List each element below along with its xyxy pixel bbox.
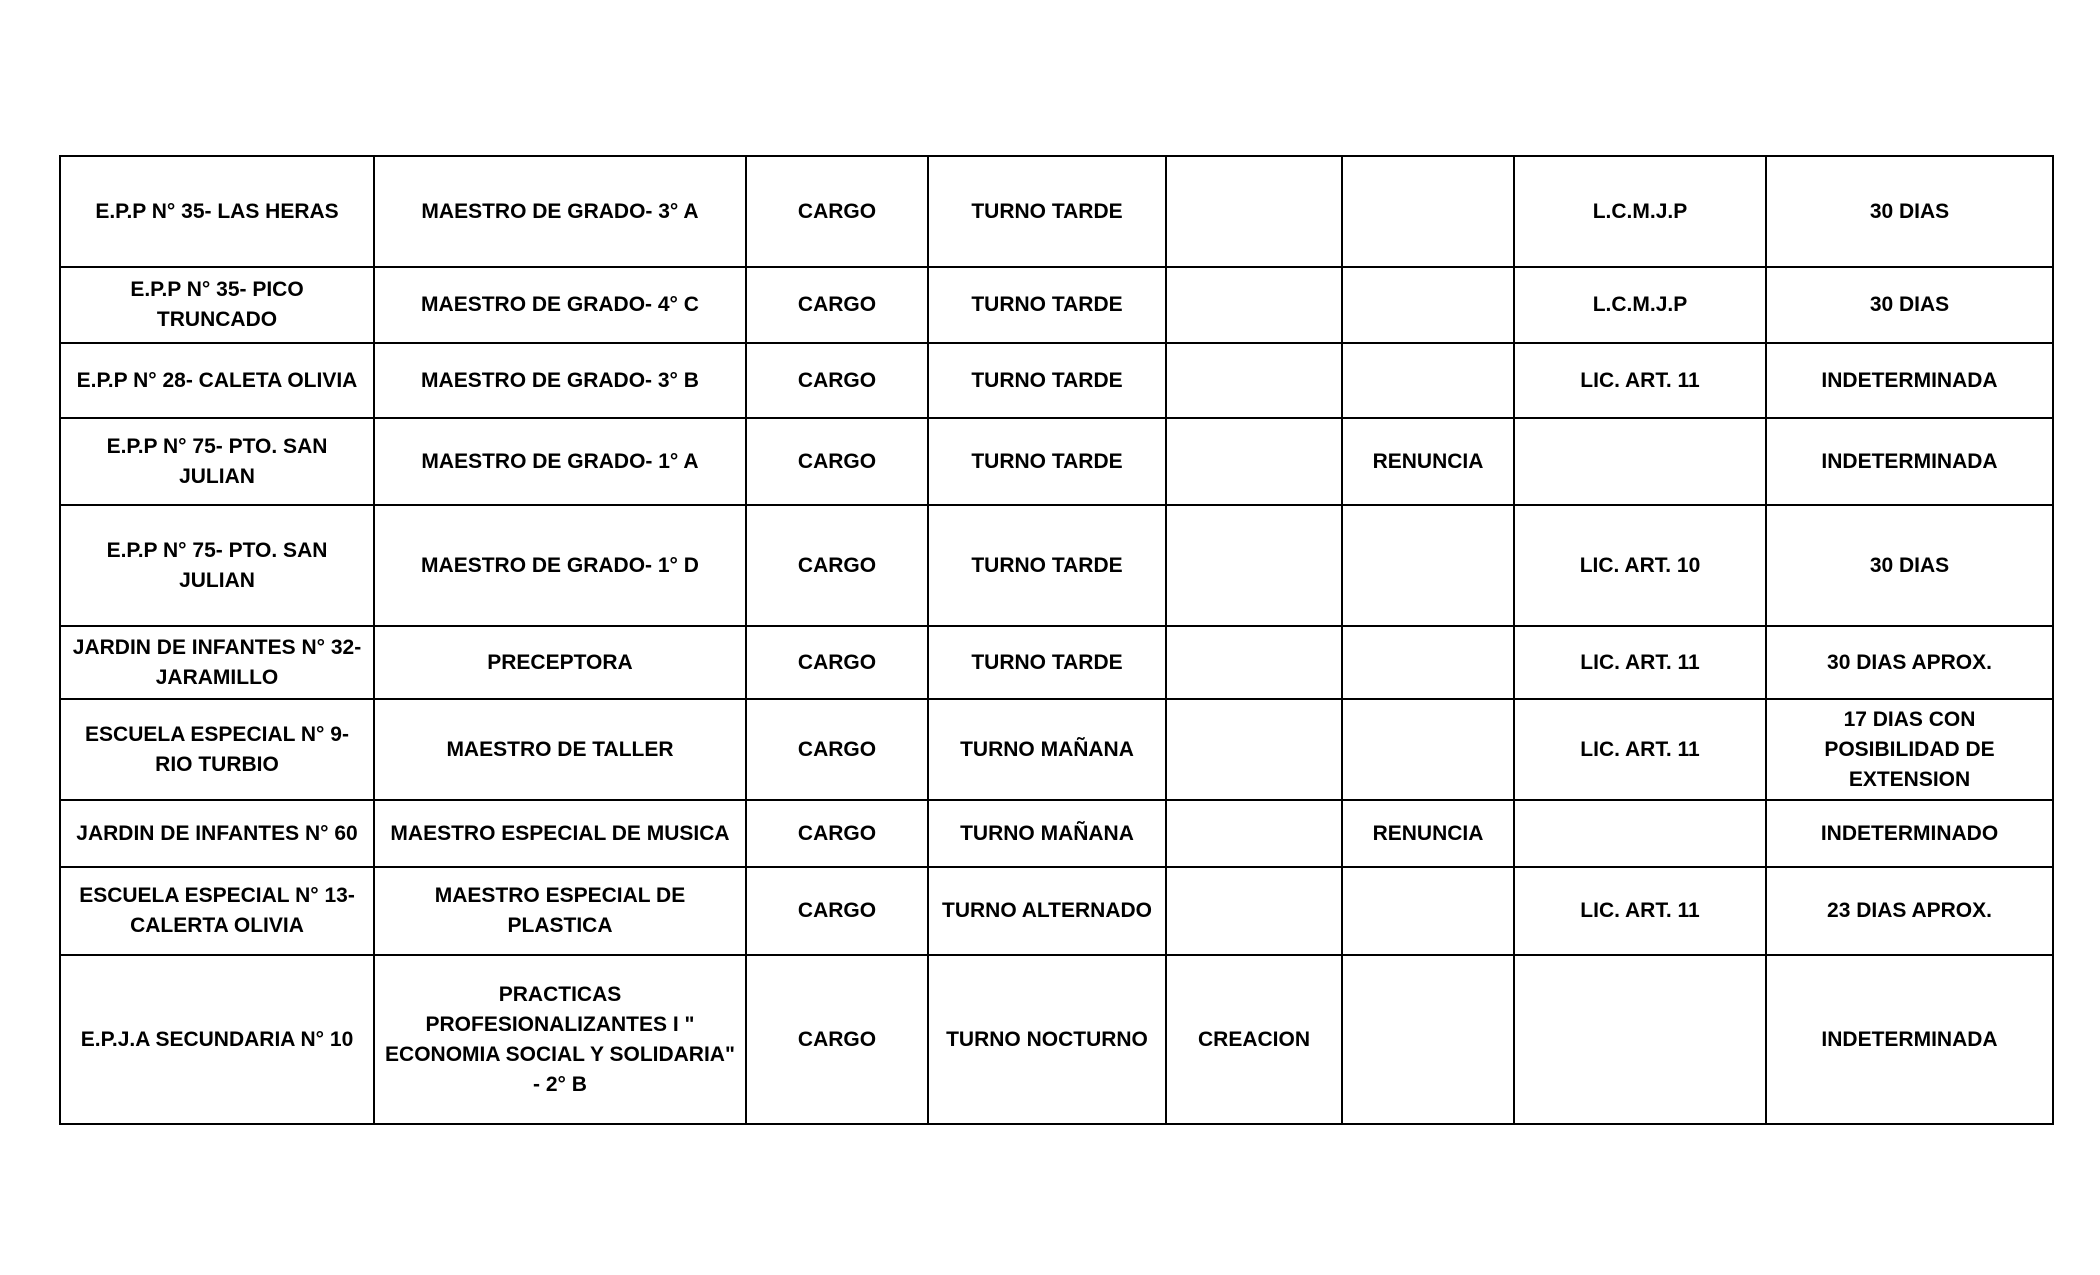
table-row <box>60 156 2053 267</box>
cell-duration: INDETERMINADO <box>1766 800 2053 867</box>
table-row <box>60 343 2053 418</box>
cell-school: E.P.P N° 35- LAS HERAS <box>60 156 374 267</box>
table-row <box>60 955 2053 1124</box>
table-row <box>60 418 2053 505</box>
cell-duration: INDETERMINADA <box>1766 343 2053 418</box>
cell-shift: TURNO TARDE <box>928 156 1166 267</box>
cell-resignation: RENUNCIA <box>1342 418 1514 505</box>
cell-license: LIC. ART. 11 <box>1514 626 1766 699</box>
cell-license: LIC. ART. 11 <box>1514 343 1766 418</box>
cell-type: CARGO <box>746 867 928 955</box>
cell-license: L.C.M.J.P <box>1514 267 1766 343</box>
cell-type: CARGO <box>746 343 928 418</box>
cell-shift: TURNO MAÑANA <box>928 699 1166 800</box>
cell-license: LIC. ART. 11 <box>1514 867 1766 955</box>
cell-school: E.P.P N° 75- PTO. SAN JULIAN <box>60 418 374 505</box>
cell-creation <box>1166 267 1342 343</box>
cell-position: MAESTRO ESPECIAL DE PLASTICA <box>374 867 746 955</box>
cell-position: MAESTRO DE GRADO- 3° B <box>374 343 746 418</box>
cell-shift: TURNO ALTERNADO <box>928 867 1166 955</box>
cell-shift: TURNO TARDE <box>928 343 1166 418</box>
cell-shift: TURNO NOCTURNO <box>928 955 1166 1124</box>
cell-type: CARGO <box>746 699 928 800</box>
cell-resignation <box>1342 505 1514 626</box>
cell-position: MAESTRO DE GRADO- 1° D <box>374 505 746 626</box>
cell-resignation <box>1342 267 1514 343</box>
cell-creation <box>1166 867 1342 955</box>
cell-school: E.P.P N° 35- PICO TRUNCADO <box>60 267 374 343</box>
cell-type: CARGO <box>746 626 928 699</box>
cell-resignation <box>1342 626 1514 699</box>
table-row <box>60 699 2053 800</box>
table-row <box>60 505 2053 626</box>
cell-position: MAESTRO DE GRADO- 4° C <box>374 267 746 343</box>
cell-duration: INDETERMINADA <box>1766 418 2053 505</box>
cell-license <box>1514 418 1766 505</box>
cell-school: JARDIN DE INFANTES N° 32- JARAMILLO <box>60 626 374 699</box>
cell-school: ESCUELA ESPECIAL N° 9- RIO TURBIO <box>60 699 374 800</box>
cell-license: LIC. ART. 11 <box>1514 699 1766 800</box>
cell-position: PRECEPTORA <box>374 626 746 699</box>
cell-creation <box>1166 343 1342 418</box>
cell-position: MAESTRO DE TALLER <box>374 699 746 800</box>
cell-resignation: RENUNCIA <box>1342 800 1514 867</box>
cell-shift: TURNO TARDE <box>928 505 1166 626</box>
cell-type: CARGO <box>746 156 928 267</box>
cell-resignation <box>1342 955 1514 1124</box>
table-row <box>60 800 2053 867</box>
cell-duration: 30 DIAS <box>1766 156 2053 267</box>
cell-duration: 30 DIAS APROX. <box>1766 626 2053 699</box>
cell-creation <box>1166 800 1342 867</box>
cell-duration: 23 DIAS APROX. <box>1766 867 2053 955</box>
cell-license <box>1514 800 1766 867</box>
cell-position: MAESTRO DE GRADO- 1° A <box>374 418 746 505</box>
cell-type: CARGO <box>746 800 928 867</box>
cell-shift: TURNO TARDE <box>928 267 1166 343</box>
vacancies-table <box>59 155 2054 1125</box>
cell-duration: INDETERMINADA <box>1766 955 2053 1124</box>
cell-position: PRACTICAS PROFESIONALIZANTES I " ECONOMIA SOCIAL Y SOLIDARIA" - 2° B <box>374 955 746 1124</box>
cell-school: E.P.P N° 75- PTO. SAN JULIAN <box>60 505 374 626</box>
cell-creation <box>1166 699 1342 800</box>
cell-creation <box>1166 156 1342 267</box>
cell-shift: TURNO TARDE <box>928 626 1166 699</box>
cell-school: JARDIN DE INFANTES N° 60 <box>60 800 374 867</box>
cell-type: CARGO <box>746 418 928 505</box>
cell-shift: TURNO MAÑANA <box>928 800 1166 867</box>
cell-type: CARGO <box>746 505 928 626</box>
cell-school: E.P.P N° 28- CALETA OLIVIA <box>60 343 374 418</box>
cell-duration: 30 DIAS <box>1766 267 2053 343</box>
cell-resignation <box>1342 699 1514 800</box>
table-row <box>60 267 2053 343</box>
cell-shift: TURNO TARDE <box>928 418 1166 505</box>
cell-creation <box>1166 505 1342 626</box>
cell-license: L.C.M.J.P <box>1514 156 1766 267</box>
table-row <box>60 626 2053 699</box>
cell-license: LIC. ART. 10 <box>1514 505 1766 626</box>
cell-duration: 17 DIAS CON POSIBILIDAD DE EXTENSION <box>1766 699 2053 800</box>
cell-creation <box>1166 626 1342 699</box>
cell-resignation <box>1342 156 1514 267</box>
cell-license <box>1514 955 1766 1124</box>
table-row <box>60 867 2053 955</box>
cell-position: MAESTRO ESPECIAL DE MUSICA <box>374 800 746 867</box>
cell-duration: 30 DIAS <box>1766 505 2053 626</box>
cell-resignation <box>1342 343 1514 418</box>
cell-resignation <box>1342 867 1514 955</box>
cell-position: MAESTRO DE GRADO- 3° A <box>374 156 746 267</box>
cell-creation: CREACION <box>1166 955 1342 1124</box>
cell-school: ESCUELA ESPECIAL N° 13- CALERTA OLIVIA <box>60 867 374 955</box>
cell-type: CARGO <box>746 955 928 1124</box>
cell-school: E.P.J.A SECUNDARIA N° 10 <box>60 955 374 1124</box>
cell-type: CARGO <box>746 267 928 343</box>
cell-creation <box>1166 418 1342 505</box>
